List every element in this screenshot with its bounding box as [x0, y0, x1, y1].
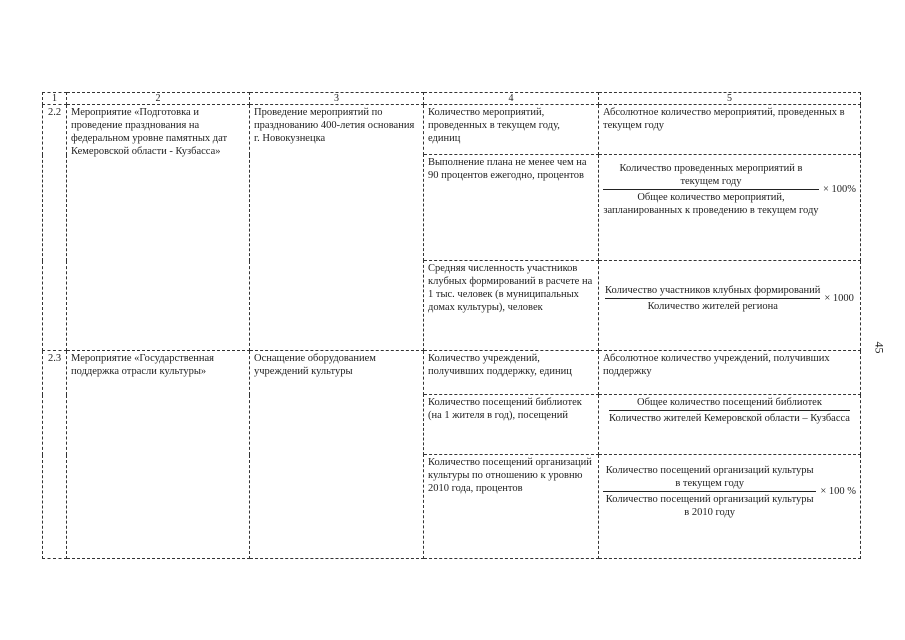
formula-numerator: Общее количество посещений библиотек	[637, 397, 822, 408]
formula-denominator: Количество жителей Кемеровской области – Кузбасса	[609, 413, 850, 424]
header-col-3: 3	[250, 93, 424, 105]
formula-denominator: Количество жителей региона	[647, 301, 778, 312]
formula-denominator: Общее количество мероприятий, запланированных к проведению в текущем году	[603, 192, 819, 216]
header-col-2: 2	[67, 93, 250, 105]
calculation-formula	[599, 395, 861, 455]
indicator-name: Количество мероприятий, проведенных в текущем году, единиц	[424, 105, 599, 155]
indicator-name: Выполнение плана не менее чем на 90 процентов ежегодно, процентов	[424, 155, 599, 261]
fraction-line	[603, 491, 816, 492]
formula-numerator: Количество проведенных мероприятий в текущем году	[619, 163, 803, 187]
indicator-name: Количество посещений организаций культуры по отношению к уровню 2010 года, процентов	[424, 455, 599, 559]
table-row	[43, 105, 861, 155]
calculation-formula	[599, 455, 861, 559]
expected-result: Оснащение оборудованием учреждений культуры	[250, 351, 424, 559]
indicator-name: Средняя численность участников клубных формирований в расчете на 1 тыс. человек (в муниципальных домах культуры), человек	[424, 261, 599, 351]
calculation-formula	[599, 261, 861, 351]
fraction-line	[605, 298, 820, 299]
formula-numerator: Количество участников клубных формирований	[605, 285, 821, 296]
header-col-1: 1	[43, 93, 67, 105]
formula-denominator: Количество посещений организаций культуры в 2010 году	[605, 494, 814, 518]
formula-multiplier: × 1000	[824, 293, 854, 304]
header-col-5: 5	[599, 93, 861, 105]
calculation-method: Абсолютное количество мероприятий, проведенных в текущем году	[599, 105, 861, 155]
indicator-name: Количество учреждений, получивших поддержку, единиц	[424, 351, 599, 395]
row-number: 2.3	[43, 351, 67, 559]
header-col-4: 4	[424, 93, 599, 105]
indicator-name: Количество посещений библиотек (на 1 жителя в год), посещений	[424, 395, 599, 455]
formula-multiplier: × 100%	[822, 184, 856, 195]
fraction-line	[609, 410, 850, 411]
header-row	[43, 93, 861, 105]
calculation-formula	[599, 155, 861, 261]
event-name: Мероприятие «Государственная поддержка отрасли культуры»	[67, 351, 250, 559]
event-name: Мероприятие «Подготовка и проведение празднования на федеральном уровне памятных дат Кемеровской области - Кузбасса»	[67, 105, 250, 351]
formula-multiplier: × 100 %	[820, 486, 856, 497]
calculation-method: Абсолютное количество учреждений, получивших поддержку	[599, 351, 861, 395]
page-number: 45	[872, 341, 887, 354]
formula-numerator: Количество посещений организаций культуры в текущем году	[605, 465, 814, 489]
fraction-line	[603, 189, 819, 190]
indicators-table	[42, 92, 861, 559]
table-row	[43, 351, 861, 395]
row-number: 2.2	[43, 105, 67, 351]
expected-result: Проведение мероприятий по празднованию 400-летия основания г. Новокузнецка	[250, 105, 424, 351]
